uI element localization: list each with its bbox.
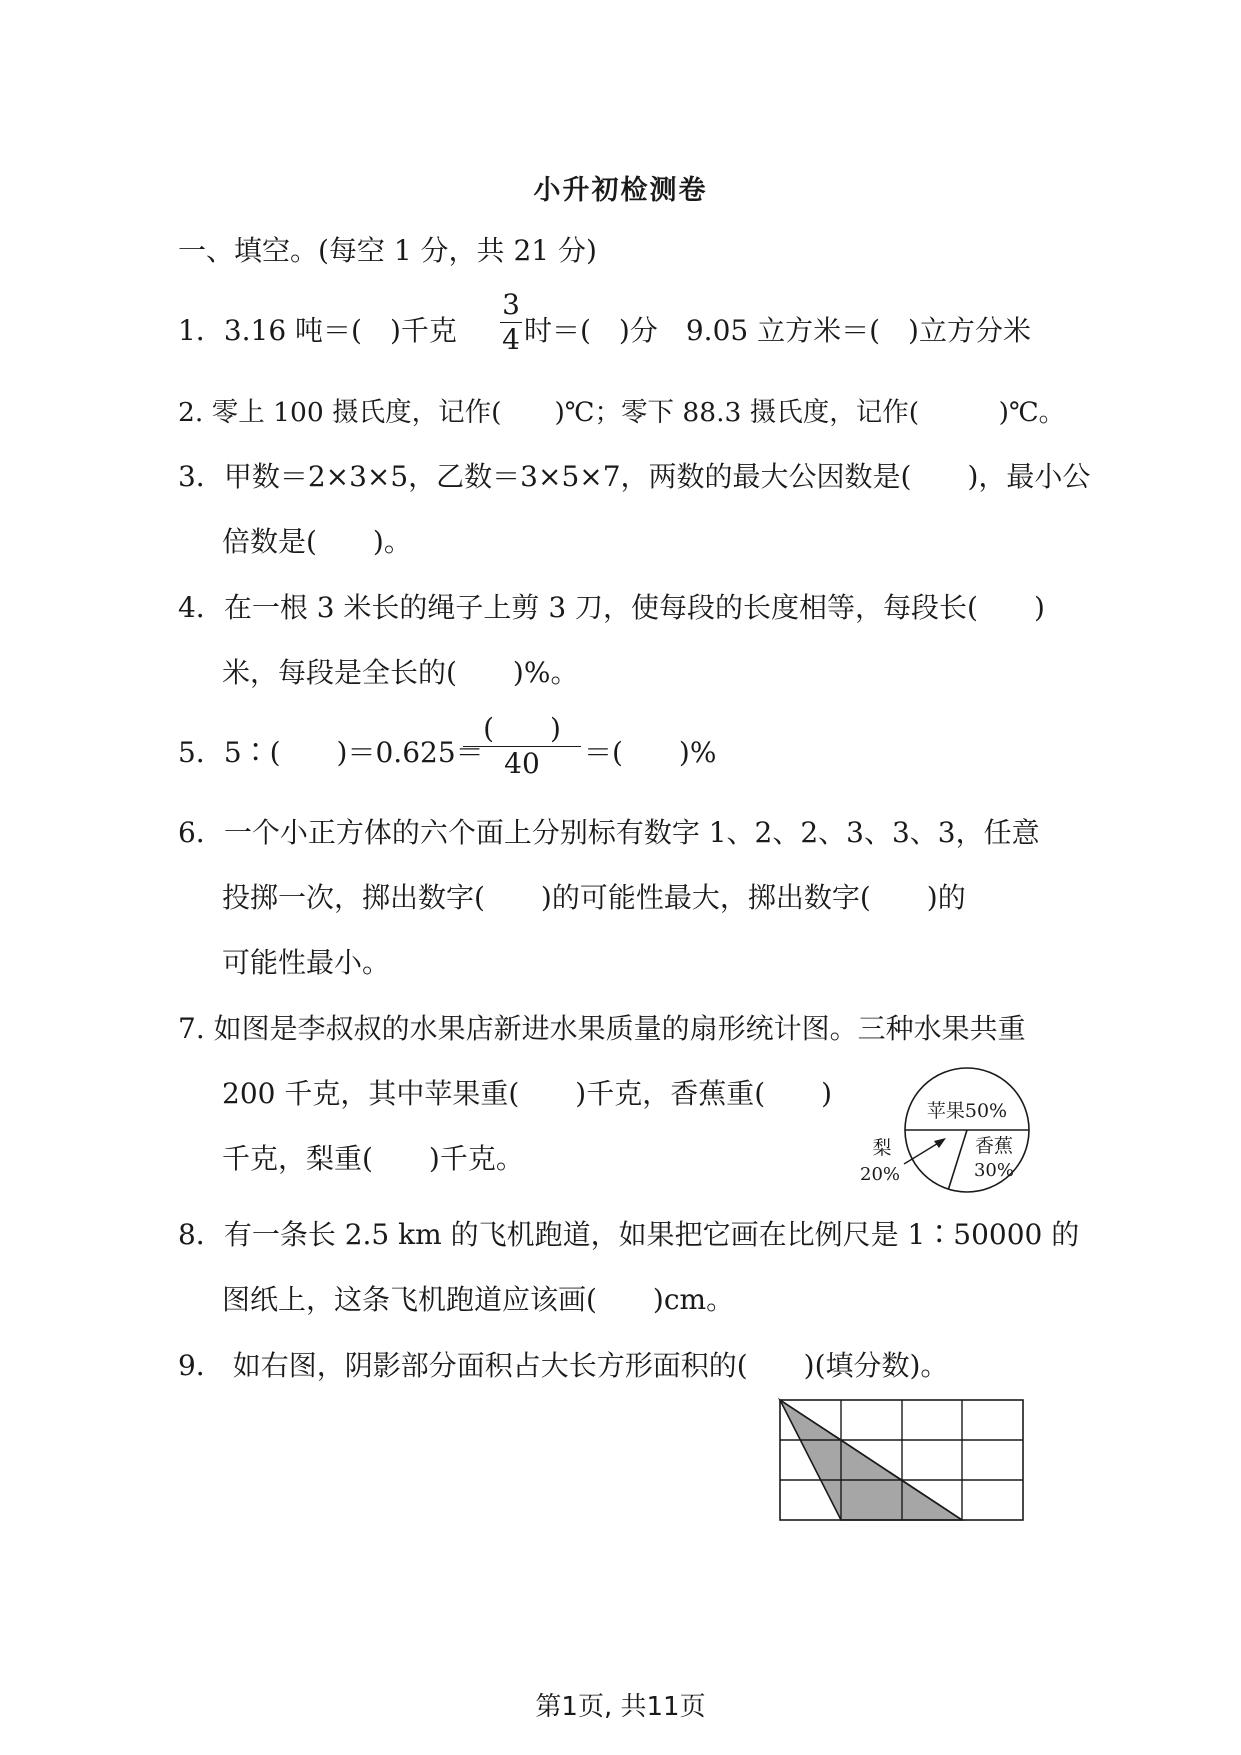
question-9: 9． 如右图，阴影部分面积占大长方形面积的( )(填分数)。 — [178, 1349, 949, 1382]
question-8-line-1: 8．有一条长 2.5 km 的飞机跑道，如果把它画在比例尺是 1∶50000 的 — [178, 1218, 1080, 1251]
pear-pointer-arrow — [934, 1138, 946, 1148]
page-footer: 第1页, 共11页 — [535, 1692, 706, 1722]
question-1-fraction — [500, 290, 522, 355]
question-1-part-a: 1．3.16 吨＝( )千克 — [178, 314, 457, 347]
pie-label-banana-percent: 30% — [973, 1160, 1015, 1181]
pie-label-apple: 苹果50% — [926, 1100, 1008, 1122]
question-6-line-2: 投掷一次，掷出数字( )的可能性最大，掷出数字( )的 — [222, 881, 966, 914]
question-5-part-b: ＝( )% — [584, 736, 717, 769]
question-4-line-2: 米，每段是全长的( )%。 — [222, 656, 579, 689]
section-heading: 一、填空。(每空 1 分，共 21 分) — [178, 234, 597, 267]
question-3-line-2: 倍数是( )。 — [222, 525, 412, 558]
fraction-denominator: 4 — [502, 323, 520, 356]
pie-label-pear-percent: 20% — [860, 1164, 901, 1185]
question-5-part-a: 5．5∶( )＝0.625＝ — [178, 736, 484, 769]
page-title: 小升初检测卷 — [533, 175, 708, 206]
question-7-line-1: 7. 如图是李叔叔的水果店新进水果质量的扇形统计图。三种水果共重 — [178, 1012, 1026, 1045]
question-8-line-2: 图纸上，这条飞机跑道应该画( )cm。 — [222, 1283, 735, 1316]
question-2: 2. 零上 100 摄氏度，记作( )℃；零下 88.3 摄氏度，记作( )℃。 — [178, 397, 1066, 428]
fruit-pie-chart — [860, 1052, 1040, 1198]
pie-label-pear: 梨 — [872, 1137, 892, 1159]
question-4-line-1: 4．在一根 3 米长的绳子上剪 3 刀，使每段的长度相等，每段长( ) — [178, 591, 1045, 624]
question-5-fraction — [463, 714, 581, 779]
question-1-part-b: 时＝( )分 9.05 立方米＝( )立方分米 — [524, 314, 1031, 347]
question-7-line-3: 千克，梨重( )千克。 — [222, 1142, 524, 1175]
shaded-rectangle-figure — [778, 1398, 1028, 1522]
fraction-denominator: 40 — [504, 747, 540, 780]
question-3-line-1: 3．甲数＝2×3×5，乙数＝3×5×7，两数的最大公因数是( )，最小公 — [178, 460, 1091, 493]
question-6-line-1: 6．一个小正方体的六个面上分别标有数字 1、2、2、3、3、3，任意 — [178, 816, 1040, 849]
fraction-numerator: 3 — [502, 288, 520, 321]
question-7-line-2: 200 千克，其中苹果重( )千克，香蕉重( ) — [222, 1077, 833, 1110]
pie-divider-lower — [949, 1130, 968, 1189]
fraction-numerator: ( ) — [483, 712, 561, 745]
question-6-line-3: 可能性最小。 — [222, 946, 391, 979]
pie-label-banana: 香蕉 — [974, 1135, 1014, 1157]
